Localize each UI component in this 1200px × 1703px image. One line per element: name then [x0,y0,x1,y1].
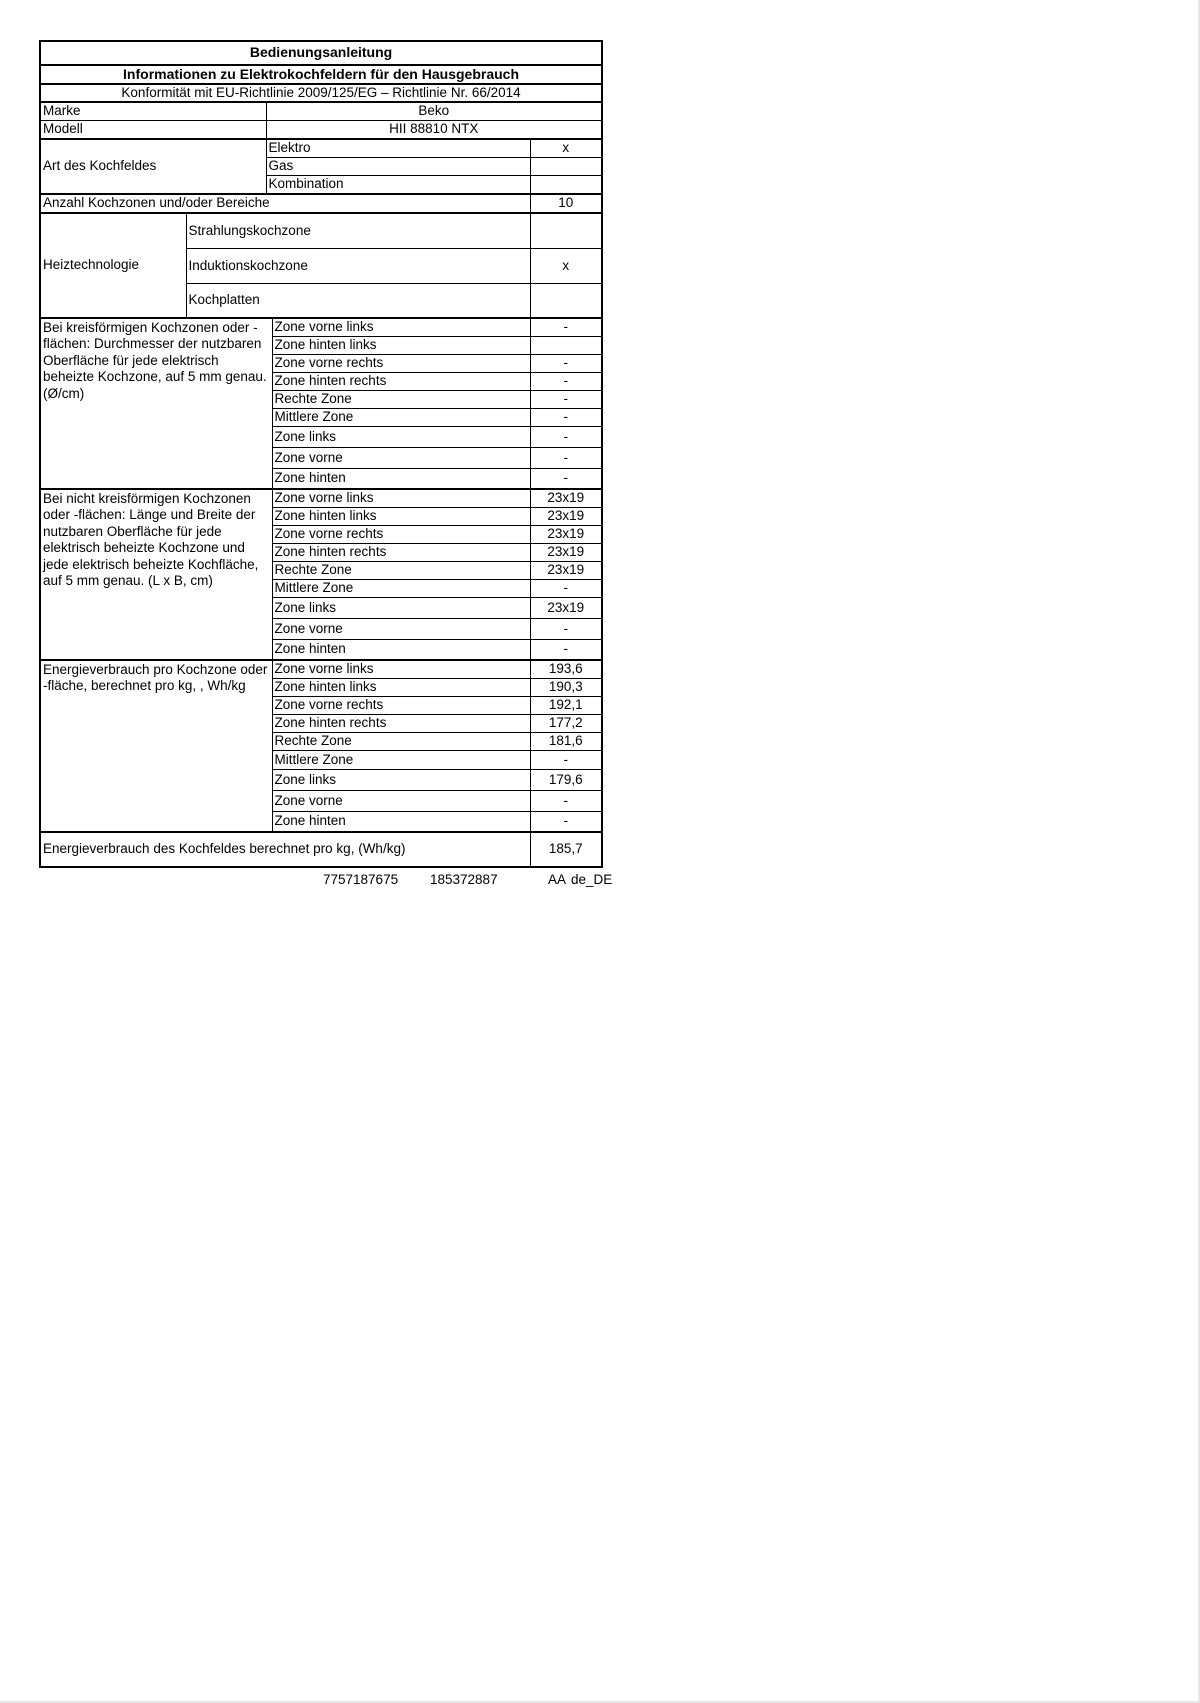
zone-dimensions: - [530,580,602,598]
zone-name: Zone vorne rechts [272,355,530,373]
heating-technology-mark: x [530,249,602,284]
zone-dimensions: 23x19 [530,562,602,580]
zone-name: Zone hinten links [272,679,530,697]
zone-diameter: - [530,318,602,337]
heating-technology-mark [530,213,602,249]
zone-energy: - [530,812,602,833]
total-energy-label: Energieverbrauch des Kochfeldes berechnet pro kg, (Wh/kg) [40,832,530,867]
conformity-note: Konformität mit EU-Richtlinie 2009/125/EG – Richtlinie Nr. 66/2014 [40,84,602,102]
non-circular-zone-description: Bei nicht kreisförmigen Kochzonen oder -flächen: Länge und Breite der nutzbaren Oberfläche für jede elektrisch beheizte Kochzone und jede elektrisch beheizte Kochfläche, auf 5 mm genau. (L x B, cm) [40,489,272,660]
zone-energy: 190,3 [530,679,602,697]
zone-name: Mittlere Zone [272,751,530,770]
zone-dimensions: 23x19 [530,598,602,619]
zone-name: Zone hinten [272,469,530,490]
footer-code-1: 7757187675 [323,872,399,887]
product-information-sheet [39,40,613,892]
hob-type-label: Art des Kochfeldes [40,139,266,194]
model-label: Modell [40,121,266,140]
circular-zone-description: Bei kreisförmigen Kochzonen oder -flächen: Durchmesser der nutzbaren Oberfläche für jede elektrisch beheizte Kochzone, auf 5 mm genau. (Ø/cm) [40,318,272,489]
zone-name: Zone hinten links [272,337,530,355]
footer-locale: de_DE [571,872,613,887]
zone-name: Zone hinten rechts [272,715,530,733]
hob-type-option: Gas [266,158,530,176]
zone-diameter: - [530,469,602,490]
document-subtitle: Informationen zu Elektrokochfeldern für den Hausgebrauch [40,65,602,84]
zone-name: Zone hinten rechts [272,544,530,562]
zone-name: Zone links [272,770,530,791]
heating-technology-option: Kochplatten [186,284,530,319]
zone-name: Rechte Zone [272,391,530,409]
model-value: HII 88810 NTX [266,121,602,140]
zone-name: Zone vorne [272,619,530,640]
heating-technology-option: Induktionskochzone [186,249,530,284]
heating-technology-mark [530,284,602,319]
zone-energy: - [530,751,602,770]
hob-type-option: Elektro [266,139,530,158]
zone-diameter: - [530,355,602,373]
hob-type-mark: x [530,139,602,158]
zone-diameter: - [530,409,602,427]
heating-technology-option: Strahlungskochzone [186,213,530,249]
zone-name: Zone links [272,427,530,448]
zone-energy: 192,1 [530,697,602,715]
zone-dimensions: 23x19 [530,489,602,508]
zone-name: Zone vorne links [272,660,530,679]
zone-diameter: - [530,427,602,448]
zone-count-value: 10 [530,194,602,213]
zone-dimensions: 23x19 [530,526,602,544]
zone-energy: 181,6 [530,733,602,751]
zone-name: Zone vorne links [272,318,530,337]
document-footer [39,872,613,892]
footer-code-2: 185372887 [430,872,498,887]
zone-name: Zone hinten [272,812,530,833]
document-title: Bedienungsanleitung [40,41,602,65]
zone-dimensions: - [530,619,602,640]
hob-type-mark [530,176,602,195]
zone-energy: 179,6 [530,770,602,791]
heating-technology-label: Heiztechnologie [40,213,186,318]
zone-diameter: - [530,391,602,409]
zone-dimensions: 23x19 [530,544,602,562]
zone-energy: 177,2 [530,715,602,733]
zone-name: Rechte Zone [272,733,530,751]
zone-name: Zone hinten [272,640,530,661]
footer-revision: AA [548,872,567,887]
zone-name: Zone vorne rechts [272,697,530,715]
zone-dimensions: 23x19 [530,508,602,526]
zone-diameter: - [530,373,602,391]
zone-dimensions: - [530,640,602,661]
zone-diameter [530,337,602,355]
energy-per-zone-description: Energieverbrauch pro Kochzone oder -fläche, berechnet pro kg, , Wh/kg [40,660,272,832]
total-energy-value: 185,7 [530,832,602,867]
zone-name: Rechte Zone [272,562,530,580]
hob-information-table [39,40,603,868]
zone-name: Zone vorne [272,448,530,469]
zone-energy: 193,6 [530,660,602,679]
zone-name: Zone vorne [272,791,530,812]
hob-type-option: Kombination [266,176,530,195]
zone-name: Mittlere Zone [272,409,530,427]
brand-value: Beko [266,102,602,121]
zone-name: Mittlere Zone [272,580,530,598]
zone-count-label: Anzahl Kochzonen und/oder Bereiche [40,194,530,213]
zone-name: Zone hinten rechts [272,373,530,391]
brand-label: Marke [40,102,266,121]
hob-type-mark [530,158,602,176]
zone-diameter: - [530,448,602,469]
zone-name: Zone vorne rechts [272,526,530,544]
zone-name: Zone vorne links [272,489,530,508]
zone-name: Zone links [272,598,530,619]
zone-name: Zone hinten links [272,508,530,526]
zone-energy: - [530,791,602,812]
